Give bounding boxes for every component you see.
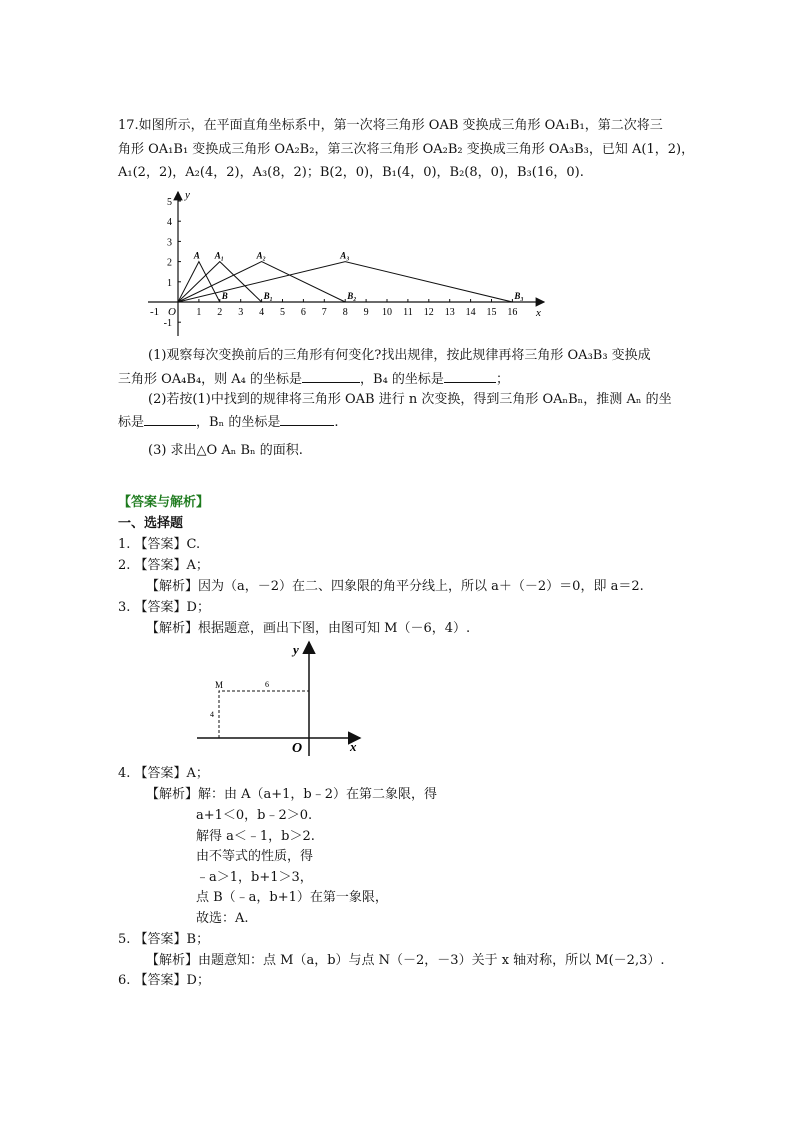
answer-4-step5: 点 B（﹣a，b+1）在第一象限， [196, 890, 388, 905]
y-tick-label: 5 [167, 197, 172, 208]
fig2-origin: O [292, 741, 303, 756]
y-tick-label: 3 [167, 237, 172, 249]
answer-blank-an[interactable] [144, 411, 196, 426]
answer-4-step6: 故选：A. [196, 911, 249, 926]
figure-point-m [195, 638, 370, 758]
origin-label: O [168, 306, 176, 318]
answer-4-step1: a+1＜0，b﹣2＞0. [196, 808, 313, 823]
x-tick-label: 1 [196, 307, 202, 318]
q17-p3: (3) 求出△O Aₙ Bₙ 的面积. [148, 443, 303, 458]
fig2-label-4: 4 [210, 710, 214, 719]
axis-x-label: x [536, 307, 541, 319]
fig2-dashed-guides [219, 691, 309, 738]
answer-blank-b4[interactable] [444, 368, 496, 383]
y-tick-label: 4 [167, 217, 172, 229]
fig2-y-label: y [293, 642, 299, 657]
fig2-x-label: x [350, 739, 357, 754]
q17-line2: 角形 OA₁B₁ 变换成三角形 OA₂B₂，第三次将三角形 OA₂B₂ 变换成三角形 OA₃B₃，已知 A(1，2)， [118, 142, 695, 157]
q17-p2-a: (2)若按(1)中找到的规律将三角形 OAB 进行 n 次变换，得到三角形 OAₙBₙ，推测 Aₙ 的坐 [148, 392, 672, 407]
answer-6: 6. 【答案】D； [118, 973, 210, 988]
figure-triangles [140, 188, 560, 343]
answers-header: 【答案与解析】 [118, 495, 210, 510]
fig2-label-6: 6 [265, 680, 269, 689]
x-neg-label: -1 [150, 306, 160, 318]
answer-5: 5. 【答案】B； [118, 932, 210, 947]
answer-4-step3: 由不等式的性质，得 [196, 849, 314, 864]
point-label-b2: B₂ [347, 291, 357, 301]
triangle-3 [178, 262, 512, 302]
x-tick-label: 6 [300, 307, 306, 318]
q17-p2-b-text2: ，Bₙ 的坐标是 [196, 415, 281, 430]
q17-p1-b-text1: 三角形 OA₄B₄，则 A₄ 的坐标是 [118, 372, 303, 387]
x-tick-label: 2 [217, 307, 223, 318]
point-label-a: A [193, 250, 200, 261]
point-label-b1: B₁ [263, 291, 273, 301]
x-tick-label: 14 [465, 307, 476, 318]
y-tick-label: -1 [163, 318, 172, 330]
x-tick-label: 7 [321, 307, 327, 318]
axis-y-label: y [185, 189, 190, 201]
x-tick-label: 9 [363, 307, 369, 318]
answer-4-explanation: 【解析】解：由 A（a+1，b﹣2）在第二象限，得 [146, 787, 438, 802]
q17-p1-b-text3: ； [495, 372, 509, 387]
answer-4-step2: 解得 a＜﹣1，b＞2. [196, 829, 315, 844]
answer-3-explanation: 【解析】根据题意，画出下图，由图可知 M（－6，4）. [146, 621, 471, 636]
x-tick-label: 16 [507, 307, 518, 318]
section-choice: 一、选择题 [118, 516, 184, 531]
answer-3: 3. 【答案】D； [118, 600, 210, 615]
answer-2: 2. 【答案】A； [118, 558, 209, 573]
answer-2-explanation: 【解析】因为（a，－2）在二、四象限的角平分线上，所以 a＋（－2）＝0，即 a＝2. [146, 579, 644, 594]
q17-line3: A₁(2，2)，A₂(4，2)，A₃(8，2)；B(2，0)，B₁(4，0)，B₂(8，0)，B₃(16，0). [118, 165, 584, 180]
q17-line1: 17.如图所示，在平面直角坐标系中，第一次将三角形 OAB 变换成三角形 OA₁B₁，第二次将三 [118, 118, 663, 133]
q17-p1-b [118, 368, 509, 390]
point-label-b: B [221, 291, 228, 301]
answer-1: 1. 【答案】C. [118, 537, 201, 552]
answer-4-step4: ﹣a＞1，b+1＞3， [196, 870, 313, 885]
q17-p2-b-text3: . [334, 415, 339, 430]
x-tick-label: 3 [238, 307, 244, 318]
x-tick-label: 11 [403, 307, 413, 318]
q17-p1-b-text2: ，B₄ 的坐标是 [360, 372, 444, 387]
x-tick-label: 4 [259, 307, 265, 318]
point-label-a1: A₁ [214, 250, 224, 261]
point-label-a2: A₂ [256, 250, 266, 261]
x-tick-label: 13 [444, 307, 455, 318]
x-tick-label: 12 [423, 307, 434, 318]
q17-p2-b [118, 411, 338, 433]
answer-blank-a4[interactable] [302, 368, 360, 383]
q17-p2-b-text1: 标是 [118, 415, 145, 430]
fig2-label-m: M [215, 680, 224, 690]
y-tick-label: 2 [167, 257, 172, 269]
point-label-b3: B₃ [514, 291, 524, 301]
x-tick-label: 10 [382, 307, 392, 318]
x-tick-label: 15 [486, 307, 497, 318]
q17-p1-a: (1)观察每次变换前后的三角形有何变化?找出规律，按此规律再将三角形 OA₃B₃ 变换成 [148, 348, 651, 363]
point-label-a3: A₃ [340, 250, 350, 261]
x-tick-label: 8 [342, 307, 348, 318]
answer-4: 4. 【答案】A； [118, 766, 209, 781]
x-tick-label: 5 [280, 307, 285, 318]
answer-5-explanation: 【解析】由题意知：点 M（a，b）与点 N（－2，－3）关于 x 轴对称，所以 M(－2,3）. [146, 953, 665, 968]
answer-blank-bn[interactable] [280, 411, 334, 426]
y-tick-label: 1 [167, 277, 172, 289]
